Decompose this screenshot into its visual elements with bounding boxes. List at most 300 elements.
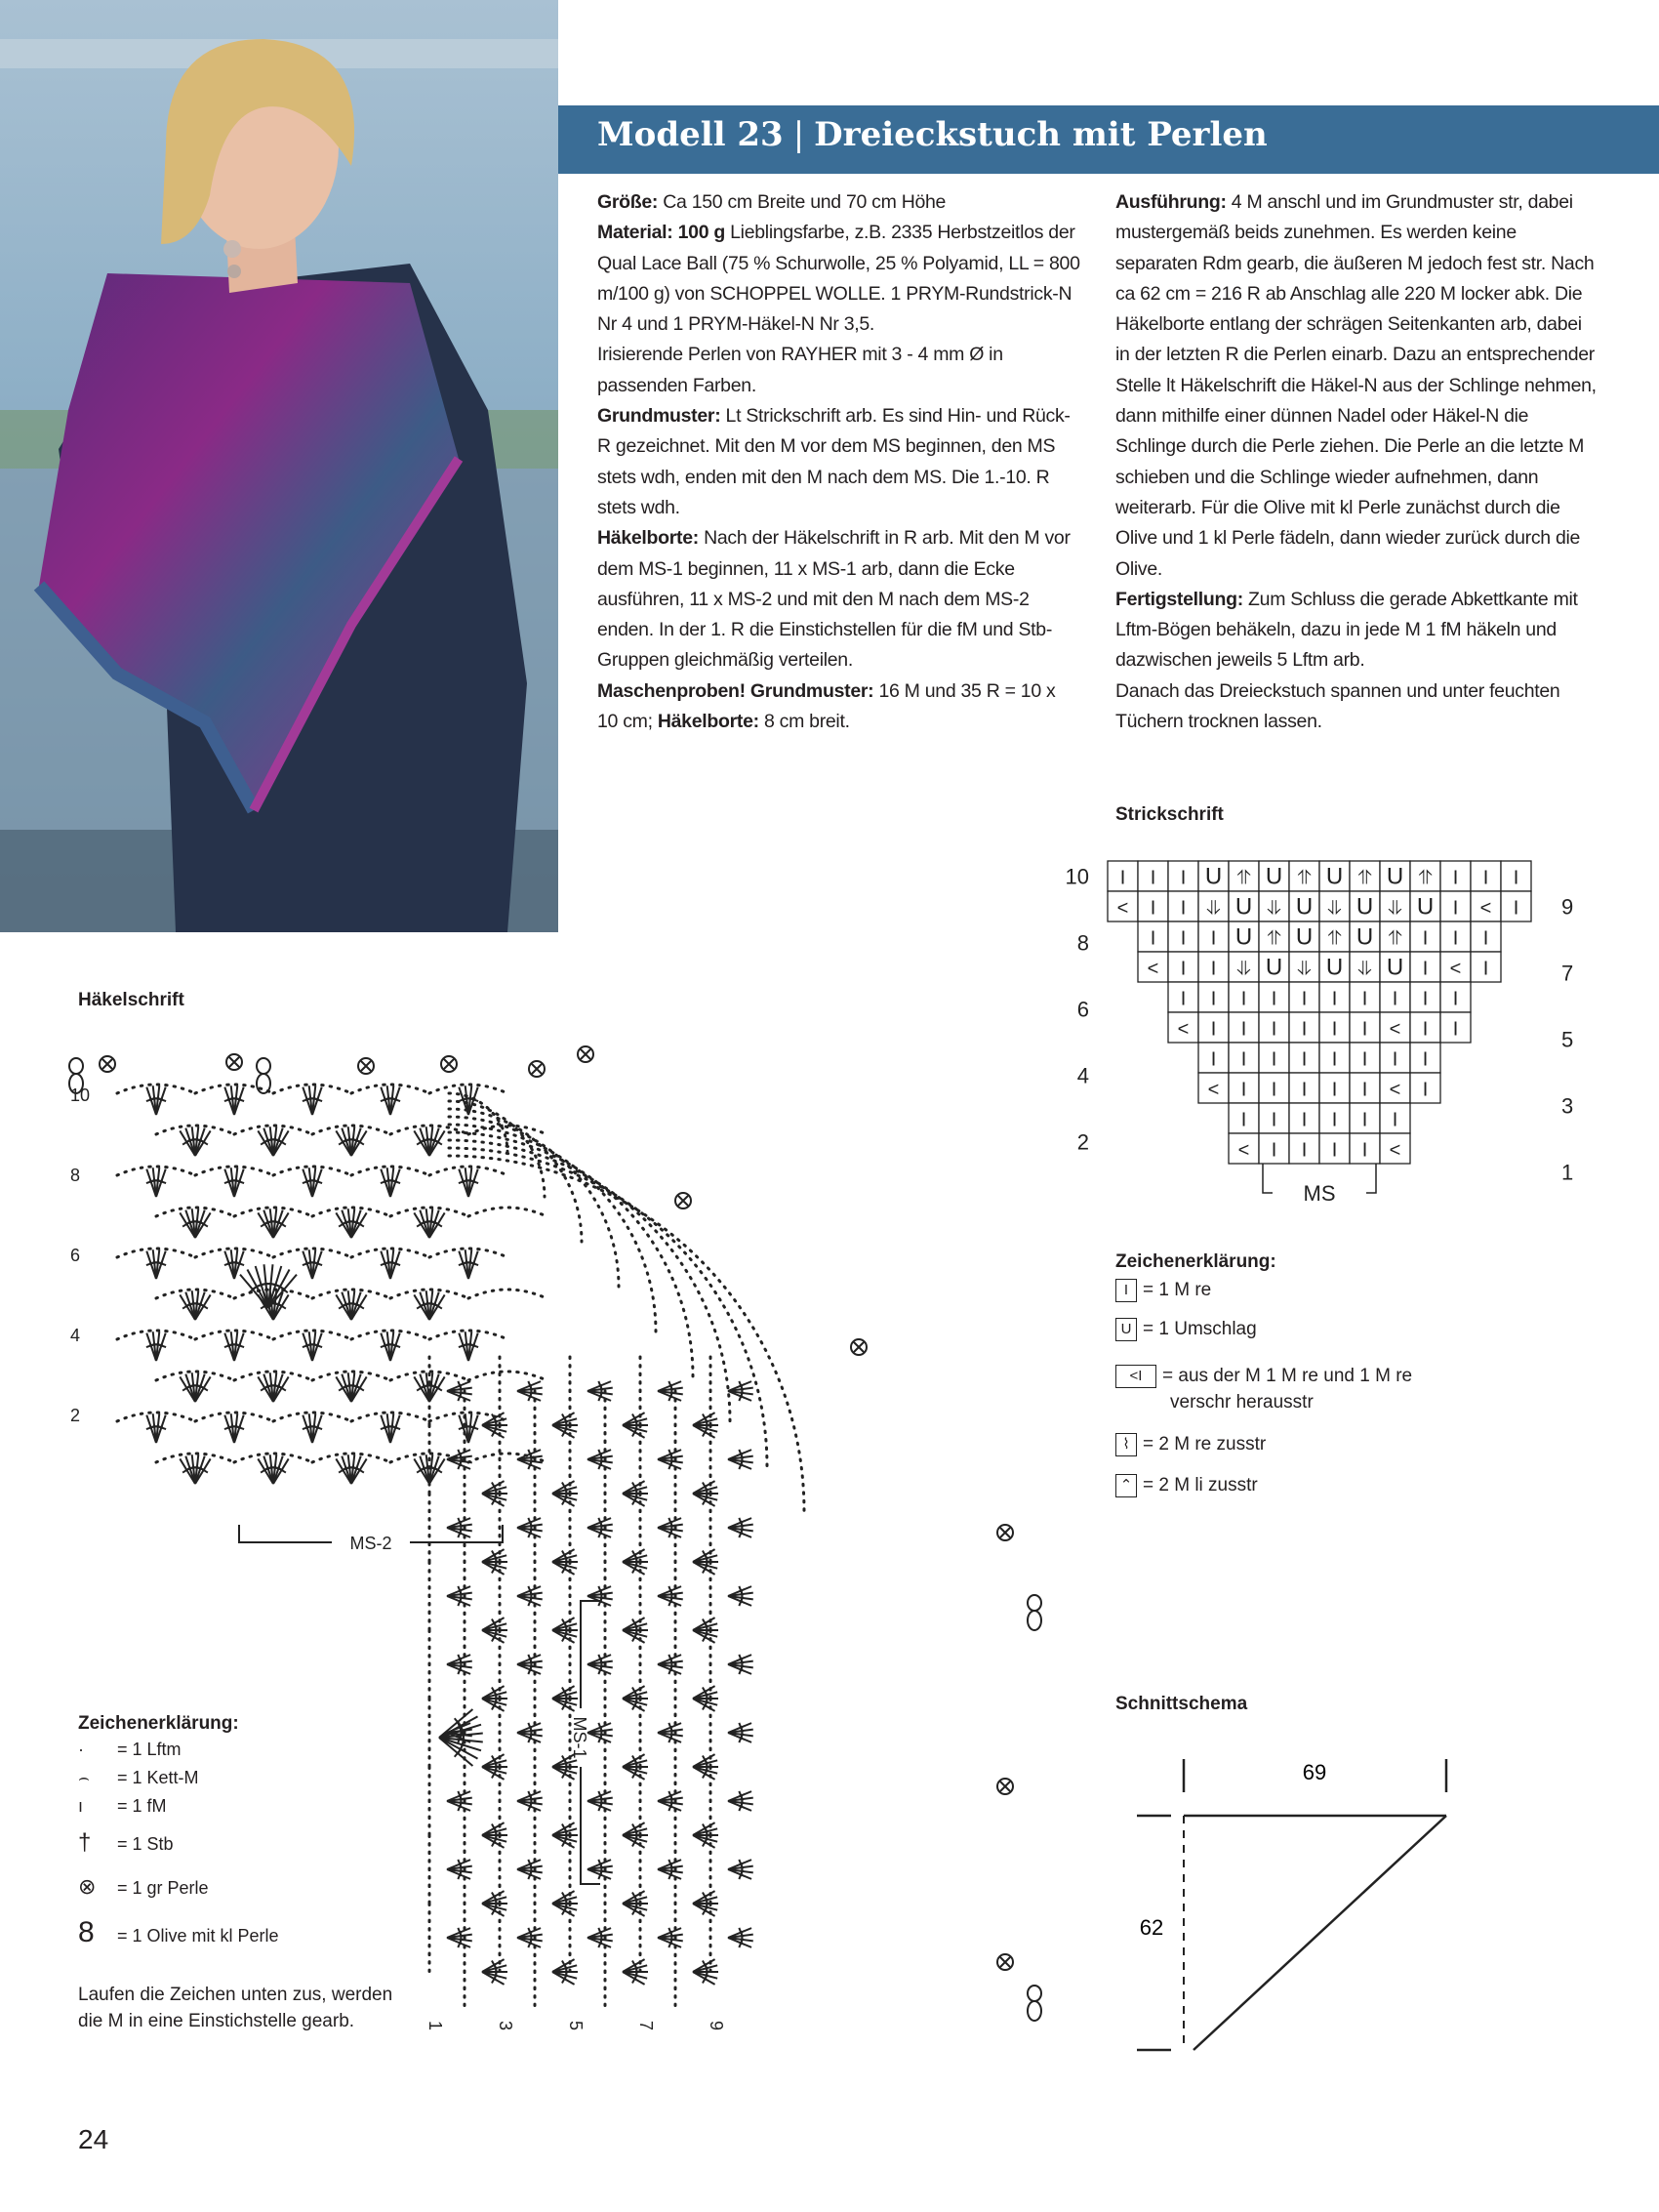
chain-arc: [195, 1413, 273, 1421]
strick-symbol: U: [1416, 893, 1435, 921]
stitch-fan: [459, 1167, 478, 1197]
bead-icon: [226, 1054, 242, 1070]
chain-arc: [234, 1126, 312, 1134]
instructions-column-1: [597, 187, 1080, 737]
chain-arc: [351, 1331, 429, 1339]
stitch-fan: [336, 1208, 366, 1238]
title-separator: |: [792, 115, 805, 154]
stitch-fan: [517, 1655, 543, 1674]
stitch-fan: [587, 1655, 613, 1674]
stitch-fan: [303, 1413, 322, 1443]
stitch-fan: [224, 1086, 244, 1115]
maschenproben-text2: 8 cm breit.: [763, 711, 850, 733]
stitch-fan: [482, 1481, 507, 1506]
chain-arc: [351, 1249, 429, 1257]
chain-arc: [117, 1413, 195, 1421]
stitch-fan: [658, 1586, 683, 1606]
strick-symbol: I: [1422, 1079, 1429, 1101]
strick-symbol: U: [1295, 923, 1314, 951]
model-number: Modell 23: [597, 115, 784, 154]
stitch-fan: [587, 1450, 613, 1469]
strick-symbol: <: [1207, 1079, 1220, 1101]
chain-arc: [273, 1249, 351, 1257]
stitch-fan: [623, 1823, 648, 1848]
stitch-fan: [381, 1331, 400, 1361]
stitch-fan: [146, 1249, 166, 1279]
stitch-fan: [224, 1331, 244, 1361]
stitch-fan: [693, 1481, 718, 1506]
strick-symbol: <: [1389, 1079, 1401, 1101]
strick-symbol: U: [1325, 954, 1344, 981]
stitch-fan: [414, 1208, 444, 1238]
stitch-fan: [482, 1549, 507, 1575]
strick-symbol: I: [1422, 958, 1429, 980]
strick-legend-text-3b: verschr herausstr: [1170, 1392, 1314, 1413]
chain-arc: [117, 1249, 195, 1257]
p2tog-symbol-icon: ⌃: [1115, 1474, 1137, 1497]
stitch-fan: [552, 1549, 578, 1575]
strick-symbol: <: [1449, 958, 1462, 980]
strick-symbol: I: [1513, 897, 1519, 920]
stitch-fan: [552, 1823, 578, 1848]
stitch-fan: [258, 1126, 288, 1156]
stitch-fan: [658, 1518, 683, 1537]
strickschrift-chart: [1064, 849, 1610, 1210]
chain-arc: [351, 1413, 429, 1421]
stitch-fan: [552, 1959, 578, 1985]
strick-symbol: <: [1237, 1139, 1250, 1162]
chain-arc: [234, 1372, 312, 1380]
stitch-fan: [658, 1723, 683, 1742]
strick-symbol: I: [1301, 1109, 1308, 1131]
grundmuster-label: Grundmuster:: [597, 405, 721, 428]
stitch-fan: [447, 1518, 472, 1537]
strick-symbol: U: [1204, 863, 1223, 890]
strick-symbol: U: [1295, 893, 1314, 921]
stitch-fan: [180, 1126, 210, 1156]
strick-symbol: I: [1240, 1079, 1247, 1101]
haekel-bottom-label: 1: [425, 2021, 445, 2030]
strick-symbol: ⥥: [1206, 897, 1221, 920]
stitch-fan: [693, 1618, 718, 1643]
haekel-bottom-label: 9: [707, 2021, 726, 2030]
strick-symbol: ⥥: [1267, 897, 1281, 920]
strick-symbol: I: [1180, 988, 1187, 1010]
chain-arc: [312, 1208, 390, 1216]
strick-symbol: <: [1116, 897, 1129, 920]
haekel-legend-text-5: = 1 gr Perle: [117, 1878, 209, 1898]
strick-symbol: I: [1361, 1018, 1368, 1041]
bead-icon: [997, 1525, 1013, 1540]
strick-symbol: I: [1210, 988, 1217, 1010]
chain-arc: [195, 1331, 273, 1339]
stitch-fan: [517, 1518, 543, 1537]
strick-symbol: I: [1422, 1018, 1429, 1041]
knit-symbol-icon: I: [1115, 1279, 1137, 1302]
strick-legend-text-1: = 1 M re: [1143, 1280, 1212, 1301]
stitch-fan: [381, 1413, 400, 1443]
stitch-fan: [517, 1450, 543, 1469]
strick-symbol: U: [1234, 923, 1253, 951]
schnittschema-diagram: [1122, 1747, 1474, 2069]
strick-symbol: ⥥: [1236, 958, 1251, 980]
chain-arc: [351, 1167, 429, 1175]
strick-symbol: ⥥: [1327, 897, 1342, 920]
schnitt-height-label: 62: [1139, 1915, 1164, 1940]
stitch-fan: [587, 1791, 613, 1811]
corner-chain-arc: [449, 1140, 730, 1421]
yarn-over-symbol-icon: U: [1115, 1318, 1137, 1341]
strick-symbol: I: [1180, 927, 1187, 950]
stitch-fan: [658, 1381, 683, 1401]
chain-arc: [468, 1208, 546, 1216]
stitch-fan: [728, 1518, 753, 1537]
haekel-row-label: 8: [70, 1166, 81, 1185]
strick-symbol: ⥣: [1418, 867, 1433, 889]
stitch-fan: [587, 1723, 613, 1742]
chain-arc: [312, 1126, 390, 1134]
strick-symbol: U: [1356, 923, 1374, 951]
stitch-fan: [447, 1586, 472, 1606]
strick-legend-title: Zeichenerklärung:: [1115, 1251, 1276, 1272]
haekel-legend-text-6: = 1 Olive mit kl Perle: [117, 1926, 279, 1946]
stitch-fan: [552, 1891, 578, 1916]
stitch-fan: [623, 1618, 648, 1643]
groesse-text: Ca 150 cm Breite und 70 cm Höhe: [663, 191, 947, 213]
ausfuehrung-text: 4 M anschl und im Grundmuster str, dabei mustergemäß beids zunehmen. Es werden keine separaten Rdm gearb, die äußeren M jedoch fest str. Nach ca 62 cm = 216 R ab Anschlag alle 220 M locker abk. Die Häkelborte entlang der schrägen Seitenkanten arb, dabei in der letzten R die Perlen einarb. Dazu an entsprechender Stelle lt Häkelschrift die Häkel-N aus der Schlinge nehmen, dann mithilfe einer dünnen Nadel oder Häkel-N die Schlinge durch die Perle ziehen. Die Perle an die letzte M schieben und die Schlinge wieder aufnehmen, dann weiterarb. Für die Olive mit kl Perle zunächst durch die Olive und 1 kl Perle fädeln, dann wieder zurück durch die Olive.: [1115, 191, 1597, 580]
stitch-fan: [693, 1686, 718, 1711]
chain-arc: [156, 1126, 234, 1134]
strick-symbol: I: [1452, 927, 1459, 950]
strick-symbol: I: [1361, 1139, 1368, 1162]
stitch-fan: [224, 1413, 244, 1443]
bead-icon: [529, 1061, 545, 1077]
strick-symbol: U: [1325, 863, 1344, 890]
strick-symbol: I: [1331, 1109, 1338, 1131]
stitch-fan: [658, 1655, 683, 1674]
stitch-fan: [180, 1372, 210, 1402]
stitch-fan: [258, 1454, 288, 1484]
stitch-fan: [414, 1126, 444, 1156]
strick-symbol: I: [1361, 1079, 1368, 1101]
model-photo: [0, 0, 558, 932]
chain-arc: [390, 1290, 468, 1298]
stitch-fan: [146, 1086, 166, 1115]
stitch-fan: [459, 1413, 478, 1443]
strick-symbol: ⥣: [1357, 867, 1372, 889]
groesse-label: Größe:: [597, 191, 659, 213]
strick-symbol: I: [1150, 897, 1156, 920]
stitch-fan: [381, 1086, 400, 1115]
strick-symbol: I: [1301, 988, 1308, 1010]
chain-arc: [273, 1085, 351, 1093]
maschenproben-label: Maschenproben! Grundmuster:: [597, 679, 874, 702]
strick-row-label-left: 10: [1065, 864, 1089, 889]
chain-arc: [234, 1208, 312, 1216]
olive-icon: [1028, 1595, 1041, 1630]
stitch-fan: [623, 1413, 648, 1438]
bar-icon: ı: [78, 1796, 84, 1816]
page-number: 24: [78, 2124, 109, 2154]
strick-symbol: I: [1392, 988, 1398, 1010]
strick-symbol: I: [1422, 1048, 1429, 1071]
stitch-fan: [414, 1290, 444, 1320]
stitch-fan: [303, 1249, 322, 1279]
stitch-fan: [693, 1959, 718, 1985]
stitch-fan: [303, 1331, 322, 1361]
strick-symbol: ⥥: [1388, 897, 1402, 920]
strick-symbol: I: [1513, 867, 1519, 889]
ms1-label: MS-1: [570, 1716, 589, 1759]
chain-arc: [273, 1167, 351, 1175]
stitch-fan: [447, 1381, 472, 1401]
strickschrift-title: Strickschrift: [1115, 804, 1224, 825]
strick-symbol: I: [1392, 1048, 1398, 1071]
perlen-text: Irisierende Perlen von RAYHER mit 3 - 4 mm Ø in passenden Farben.: [597, 344, 1003, 396]
stitch-fan: [728, 1860, 753, 1879]
bead-icon: [675, 1193, 691, 1208]
stitch-fan: [728, 1381, 753, 1401]
chain-arc: [312, 1454, 390, 1462]
strick-symbol: U: [1265, 863, 1283, 890]
strick-symbol: U: [1386, 863, 1404, 890]
stitch-fan: [303, 1086, 322, 1115]
stitch-fan: [381, 1167, 400, 1197]
stitch-fan: [623, 1481, 648, 1506]
stitch-fan: [482, 1754, 507, 1780]
strick-row-label-left: 6: [1076, 997, 1089, 1022]
stitch-fan: [693, 1413, 718, 1438]
strick-symbol: I: [1240, 988, 1247, 1010]
stitch-fan: [658, 1791, 683, 1811]
chain-arc: [468, 1372, 546, 1380]
stitch-fan: [623, 1686, 648, 1711]
strick-symbol: I: [1452, 988, 1459, 1010]
stitch-fan: [240, 1264, 297, 1308]
stitch-fan: [459, 1249, 478, 1279]
haekel-row-label: 4: [70, 1326, 81, 1345]
stitch-fan: [623, 1549, 648, 1575]
strick-symbol: I: [1392, 1109, 1398, 1131]
strick-symbol: I: [1301, 1048, 1308, 1071]
strick-symbol: U: [1265, 954, 1283, 981]
chain-arc: [156, 1208, 234, 1216]
chain-arc: [117, 1167, 195, 1175]
strick-symbol: I: [1210, 927, 1217, 950]
fertigstellung-text: Zum Schluss die gerade Abkettkante mit Lftm-Bögen behäkeln, dazu in jede M 1 fM häkeln und dazwischen jeweils 5 Lftm arb.: [1115, 588, 1578, 672]
strick-symbol: I: [1240, 1048, 1247, 1071]
k2tog-symbol-icon: ⌇: [1115, 1433, 1137, 1456]
strick-symbol: I: [1452, 897, 1459, 920]
strick-symbol: I: [1271, 1079, 1277, 1101]
strick-symbol: <: [1389, 1018, 1401, 1041]
stitch-fan: [693, 1754, 718, 1780]
haekelschrift-chart: [68, 1025, 1073, 2030]
chain-arc: [312, 1290, 390, 1298]
stitch-fan: [447, 1655, 472, 1674]
strick-symbol: I: [1301, 1079, 1308, 1101]
strick-symbol: I: [1331, 988, 1338, 1010]
strick-legend-item-1: [1115, 1279, 1211, 1302]
haekel-bottom-label: 5: [566, 2021, 586, 2030]
strick-symbol: I: [1452, 1018, 1459, 1041]
haekel-legend-item-3: [78, 1796, 167, 1817]
instructions-column-2: [1115, 187, 1598, 737]
chain-arc: [195, 1167, 273, 1175]
stitch-fan: [623, 1959, 648, 1985]
strick-row-label-right: 7: [1561, 961, 1574, 986]
chain-arc: [156, 1454, 234, 1462]
strick-symbol: I: [1150, 867, 1156, 889]
dot-icon: ·: [78, 1740, 84, 1759]
strick-legend-text-5: = 2 M li zusstr: [1143, 1475, 1258, 1496]
stitch-fan: [728, 1928, 753, 1947]
strick-symbol: I: [1271, 1139, 1277, 1162]
stitch-fan: [447, 1928, 472, 1947]
stitch-fan: [517, 1928, 543, 1947]
haekel-legend-item-1: [78, 1740, 182, 1760]
stitch-fan: [693, 1549, 718, 1575]
strick-symbol: I: [1271, 988, 1277, 1010]
chain-arc: [429, 1331, 507, 1339]
grundmuster-text: Lt Strickschrift arb. Es sind Hin- und Rück-R gezeichnet. Mit den M vor dem MS beginnen, den MS stets wdh, enden mit den M nach dem MS. Die 1.-10. R stets wdh.: [597, 405, 1071, 518]
bead-icon: [100, 1056, 115, 1072]
stitch-fan: [693, 1823, 718, 1848]
strick-legend-item-2: [1115, 1318, 1257, 1341]
chain-arc: [195, 1249, 273, 1257]
chain-arc: [156, 1290, 234, 1298]
chain-arc: [351, 1085, 429, 1093]
haekel-legend-text-4: = 1 Stb: [117, 1834, 174, 1854]
bead-icon: [578, 1046, 593, 1062]
chain-arc: [390, 1208, 468, 1216]
haekel-legend-item-4: [78, 1829, 174, 1857]
strick-symbol: I: [1271, 1048, 1277, 1071]
stitch-fan: [552, 1413, 578, 1438]
stitch-fan: [258, 1372, 288, 1402]
haekel-legend-text-2: = 1 Kett-M: [117, 1768, 199, 1787]
haekelborte-text: Nach der Häkelschrift in R arb. Mit den M vor dem MS-1 beginnen, 11 x MS-1 arb, dann die Ecke ausführen, 11 x MS-2 und mit den M nach dem MS-2 enden. In der 1. R die Einstichstellen für die fM und Stb-Gruppen gleichmäßig verteilen.: [597, 527, 1071, 672]
haekelborte-label: Häkelborte:: [597, 527, 699, 550]
stitch-fan: [258, 1208, 288, 1238]
olive-icon: [1028, 1986, 1041, 2021]
strick-symbol: I: [1180, 958, 1187, 980]
strick-symbol: I: [1331, 1018, 1338, 1041]
material-amount: 100 g: [677, 222, 725, 244]
strick-symbol: U: [1356, 893, 1374, 921]
stitch-fan: [336, 1290, 366, 1320]
strick-symbol: <: [1177, 1018, 1190, 1041]
haekel-legend-title: Zeichenerklärung:: [78, 1713, 239, 1734]
strick-row-label-right: 5: [1561, 1027, 1574, 1052]
bead-icon: [997, 1954, 1013, 1970]
stitch-fan: [552, 1686, 578, 1711]
strick-symbol: U: [1234, 893, 1253, 921]
strick-symbol: I: [1119, 867, 1126, 889]
chain-arc: [273, 1331, 351, 1339]
chain-arc: [312, 1372, 390, 1380]
strick-symbol: <: [1389, 1139, 1401, 1162]
stitch-fan: [146, 1331, 166, 1361]
strick-symbol: <: [1479, 897, 1492, 920]
haekel-legend-item-5: [78, 1874, 209, 1900]
chain-arc: [117, 1331, 195, 1339]
strick-symbol: I: [1180, 897, 1187, 920]
stitch-fan: [336, 1126, 366, 1156]
chain-arc: [429, 1167, 507, 1175]
stitch-fan: [146, 1167, 166, 1197]
maschenproben-text: 16 M und 35 R = 10 x 10 cm;: [597, 679, 1056, 733]
stitch-fan: [728, 1450, 753, 1469]
bead-icon: [441, 1056, 457, 1072]
stb-icon: †: [78, 1829, 92, 1856]
strick-legend-item-5: [1115, 1474, 1258, 1497]
chain-arc: [273, 1413, 351, 1421]
ausfuehrung-label: Ausführung:: [1115, 191, 1227, 213]
stitch-fan: [447, 1450, 472, 1469]
stitch-fan: [517, 1723, 543, 1742]
arc-icon: ⌢: [78, 1768, 90, 1787]
stitch-fan: [336, 1372, 366, 1402]
strick-legend-text-2: = 1 Umschlag: [1143, 1319, 1257, 1340]
ms2-label: MS-2: [349, 1534, 392, 1553]
stitch-fan: [336, 1454, 366, 1484]
bead-icon: [851, 1339, 867, 1355]
strick-symbol: ⥥: [1357, 958, 1372, 980]
strick-symbol: I: [1240, 1109, 1247, 1131]
strick-symbol: I: [1422, 988, 1429, 1010]
haekelschrift-title: Häkelschrift: [78, 990, 184, 1010]
stitch-fan: [482, 1618, 507, 1643]
corner-chain-arc: [449, 1148, 767, 1466]
strick-symbol: ⥣: [1327, 927, 1342, 950]
strick-symbol: I: [1301, 1018, 1308, 1041]
strick-symbol: I: [1150, 927, 1156, 950]
strick-symbol: ⥣: [1388, 927, 1402, 950]
stitch-fan: [224, 1167, 244, 1197]
stitch-fan: [517, 1586, 543, 1606]
stitch-fan: [728, 1723, 753, 1742]
stitch-fan: [180, 1454, 210, 1484]
strick-symbol: I: [1210, 1018, 1217, 1041]
strick-symbol: ⥣: [1267, 927, 1281, 950]
stitch-fan: [146, 1413, 166, 1443]
stitch-fan: [482, 1959, 507, 1985]
bead-icon: [997, 1779, 1013, 1794]
chain-arc: [234, 1454, 312, 1462]
strick-symbol: I: [1482, 927, 1489, 950]
strick-symbol: I: [1361, 1048, 1368, 1071]
haekel-note: Laufen die Zeichen unten zus, werden die M in eine Einstichstelle gearb.: [78, 1985, 393, 2031]
page-title: [597, 115, 1268, 154]
haekel-row-label: 2: [70, 1406, 81, 1425]
chain-arc: [429, 1249, 507, 1257]
strick-legend-item-3: [1115, 1365, 1412, 1388]
bead-icon: [358, 1058, 374, 1074]
strick-symbol: ⥣: [1236, 867, 1251, 889]
stitch-fan: [517, 1381, 543, 1401]
stitch-fan: [623, 1754, 648, 1780]
haekel-bottom-label: 3: [496, 2021, 515, 2030]
strick-symbol: I: [1210, 958, 1217, 980]
haekel-legend-item-6: [78, 1916, 279, 1948]
stitch-fan: [552, 1618, 578, 1643]
stitch-fan: [303, 1167, 322, 1197]
strick-symbol: I: [1331, 1048, 1338, 1071]
stitch-fan: [658, 1928, 683, 1947]
increase-symbol-icon: <I: [1115, 1365, 1156, 1388]
stitch-fan: [482, 1823, 507, 1848]
